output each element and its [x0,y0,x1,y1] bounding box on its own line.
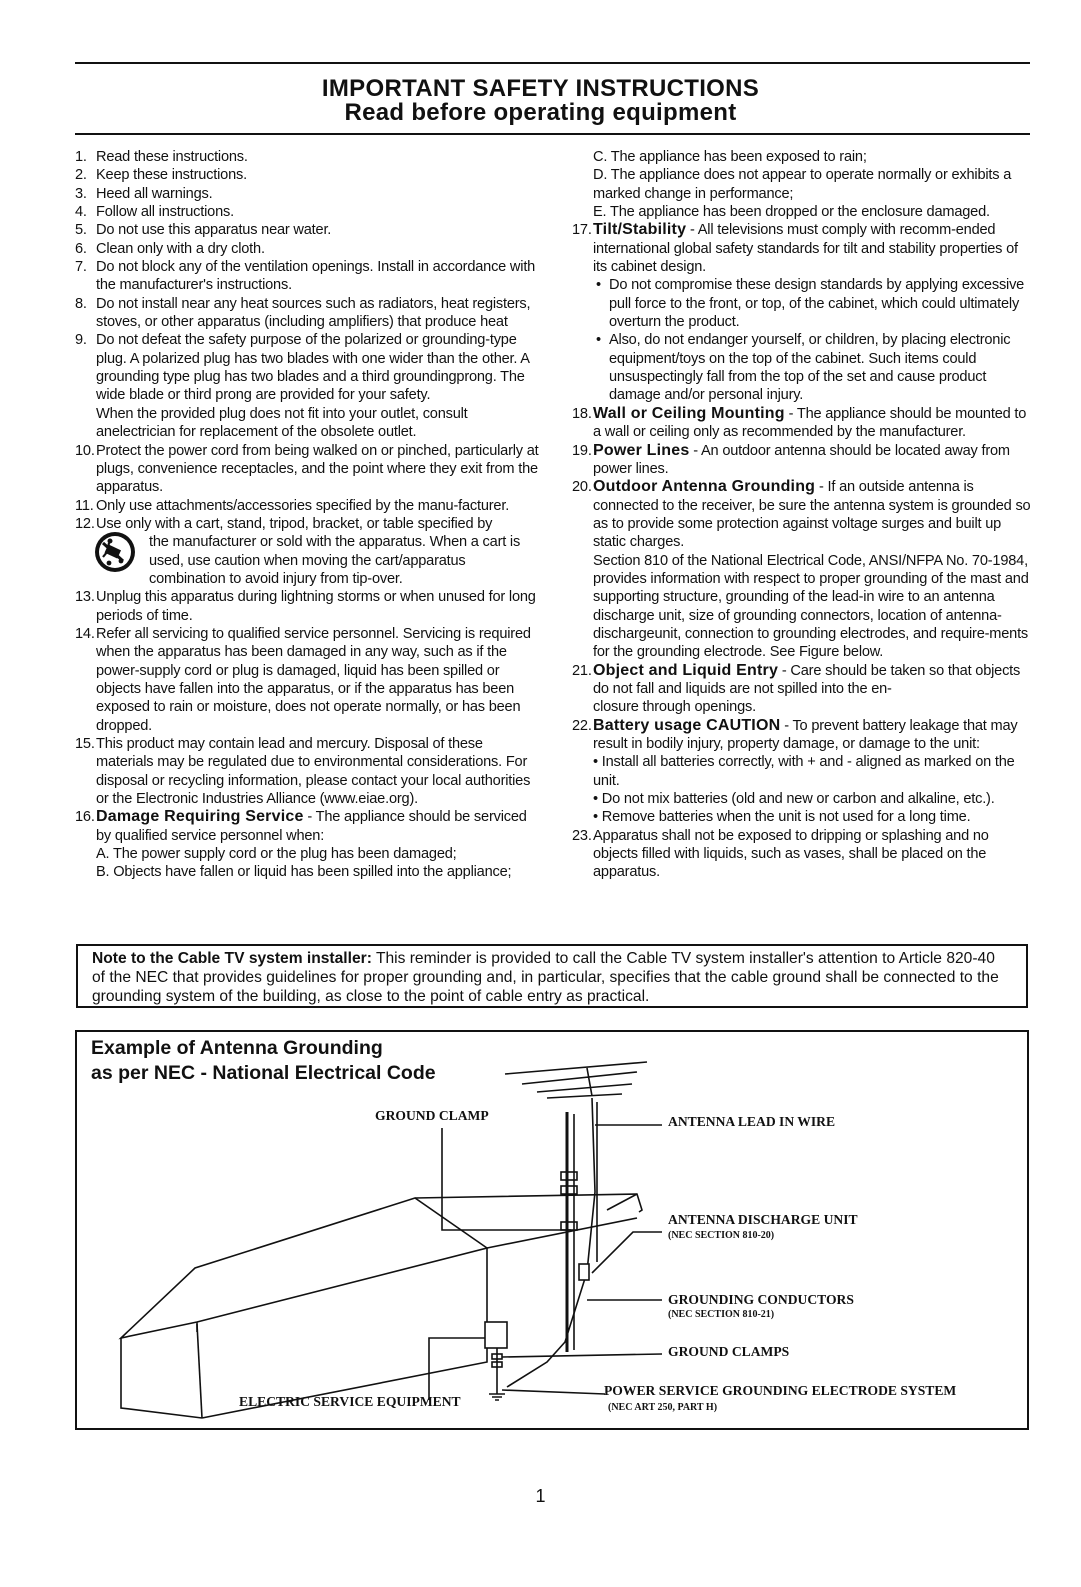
list-item: 13. Unplug this apparatus during lightning storms or when unused for long periods of time. [75,589,536,624]
list-item: 9. Do not defeat the safety purpose of the polarized or grounding-type plug. A polarized plug has two blades with one wider than the other. A grounding type plug has two blades and a third groundingprong. The wide blade or third prong are provided for your safety. [75,332,530,404]
list-item: 19. Power Lines - An outdoor antenna should be located away from power lines. [572,441,1010,477]
list-item: 18. Wall or Ceiling Mounting - The appliance should be mounted to a wall or ceiling only as recommended by the manufacturer. [572,404,1027,441]
list-item: 17. Tilt/Stability - All televisions must comply with recomm-ended international global safety standards for tilt and stability properties of its cabinet design. [572,221,1018,276]
antenna-arms [505,1062,647,1098]
electric-service-box [485,1322,507,1348]
list-item: 15. This product may contain lead and mercury. Disposal of these materials may be regulated due to environmental considerations. For disposal or recycling information, please contact your local authorities or the Electronic Industries Alliance (www.eiae.org). [75,736,531,808]
antenna-grounding-figure [75,1030,1029,1430]
list-subitem: D. The appliance does not appear to operate normally or exhibits a marked change in performance; [593,167,1012,202]
list-item: 10. Protect the power cord from being walked on or pinched, particularly at plugs, convenience receptacles, and the point where they exit from the apparatus. [75,442,539,496]
header-rule [75,133,1030,135]
label-ground-clamps: GROUND CLAMPS [668,1344,790,1359]
list-item: 21. Object and Liquid Entry - Care should be taken so that objects do not fall and liquids are not spilled into the en- [572,661,1021,697]
list-item: 4. Follow all instructions. [75,204,234,221]
discharge-unit-box [579,1264,589,1280]
list-item: 14. Refer all servicing to qualified service personnel. Servicing is required when the apparatus has been damaged in any way, such as if the power-supply cord or plug is damaged, liquid has been spilled or objects have fallen into the apparatus, or if the apparatus has been exposed to rain or moisture, does not operate normally, or has been dropped. [75,625,531,734]
list-item: 12. Use only with a cart, stand, tripod, bracket, or table specified by [75,515,493,532]
label-antenna-lead-in-wire: ANTENNA LEAD IN WIRE [668,1114,836,1129]
bullet-item: • Do not mix batteries (old and new or carbon and alkaline, etc.). [593,791,995,808]
figure-subtitle: as per NEC - National Electrical Code [91,1062,436,1084]
list-item: 8. Do not install near any heat sources such as radiators, heat registers, stoves, or other apparatus (including amplifiers) that produce heat [75,295,531,331]
list-item: 5. Do not use this apparatus near water. [75,222,332,239]
note-text: This reminder is provided to call the Cable TV system installer's attention to Article 820-40 of the NEC that provides guidelines for proper grounding and, in particular, specifies that the cable ground shall be connected to the grounding system of the building, as close to the point of cable entry as practical. [92,950,999,1005]
label-discharge-section: (NEC SECTION 810-20) [668,1230,775,1241]
label-ground-clamp: GROUND CLAMP [375,1108,489,1123]
lead-in-wire [507,1098,595,1387]
list-item: 2. Keep these instructions. [75,167,247,184]
list-subitem: B. Objects have fallen or liquid has been spilled into the appliance; [96,864,512,881]
label-grounding-section: (NEC SECTION 810-21) [668,1309,775,1320]
label-electric-service-equipment: ELECTRIC SERVICE EQUIPMENT [239,1394,461,1409]
right-column [572,148,1034,882]
list-item: 20. Outdoor Antenna Grounding - If an outside antenna is connected to the receiver, be sure the antenna system is grounded so as to provide some protection against voltage surges and built up static charges. [572,478,1031,551]
left-column [75,148,541,882]
label-antenna-discharge-unit: ANTENNA DISCHARGE UNIT [668,1212,858,1227]
list-item-continuation: Section 810 of the National Electrical Code, ANSI/NFPA No. 70-1984, provides information with respect to proper grounding of the mast and supporting structure, grounding of the lead-in wire to an antenna discharge unit, size of grounding connectors, location of antenna-dischargeunit, connection to grounding electrodes, and require-ments for the grounding electrode. See Figure below. [593,552,1029,661]
label-power-service-grounding: POWER SERVICE GROUNDING ELECTRODE SYSTEM [604,1383,957,1398]
bullet-item: • Install all batteries correctly, with + and - aligned as marked on the unit. [593,754,1015,789]
house-side-wall [197,1324,202,1418]
house-roof [121,1198,487,1338]
cable-installer-note [76,944,1028,1008]
cart-tipover-warning-icon [93,530,137,574]
page-number: 1 [535,1486,546,1506]
top-rule [75,62,1030,64]
list-item-continuation: closure through openings. [593,699,756,716]
list-subitem: A. The power supply cord or the plug has been damaged; [96,846,457,863]
cart-warning-block [75,533,541,588]
list-item: 6. Clean only with a dry cloth. [75,240,265,257]
figure-title: Example of Antenna Grounding [91,1037,383,1059]
list-item-continuation: the manufacturer or sold with the apparatus. When a cart is used, use caution when moving the cart/apparatus combination to avoid injury from tip-over. [149,534,521,587]
note-heading: Note to the Cable TV system installer: [92,950,372,967]
page-subtitle: Read before operating equipment [344,99,737,126]
list-subitem: E. The appliance has been dropped or the enclosure damaged. [593,204,990,221]
bullet-item: • Also, do not endanger yourself, or children, by placing electronic equipment/toys on the top of the cabinet. Such items could unsuspectingly fall from the top of the set and cause product damage and/or personal injury. [596,332,1011,404]
list-item-continuation: When the provided plug does not fit into your outlet, consult anelectrician for replacement of the obsolete outlet. [96,405,468,441]
label-power-service-article: (NEC ART 250, PART H) [608,1402,718,1413]
bullet-item: • Remove batteries when the unit is not used for a long time. [593,809,971,826]
list-item: 7. Do not block any of the ventilation openings. Install in accordance with the manufacturer's instructions. [75,259,536,294]
bullet-item: • Do not compromise these design standards by applying excessive pull force to the front, or top, of the cabinet, which could ultimately overturn the product. [596,277,1025,331]
list-item: 22. Battery usage CAUTION - To prevent battery leakage that may result in bodily injury, property damage, or damage to the unit: [572,716,1018,752]
list-item: 3. Heed all warnings. [75,185,213,202]
list-subitem: C. The appliance has been exposed to rain; [593,149,867,165]
list-item: 23. Apparatus shall not be exposed to dripping or splashing and no objects filled with liquids, such as vases, shall be placed on the apparatus. [572,827,989,881]
page-title: IMPORTANT SAFETY INSTRUCTIONS [321,75,760,102]
list-item: 16. Damage Requiring Service - The appliance should be serviced by qualified service personnel when: [75,808,527,844]
house-antenna-diagram [77,1032,1027,1428]
list-item: 1. Read these instructions. [75,149,248,165]
label-grounding-conductors: GROUNDING CONDUCTORS [668,1292,854,1307]
list-item: 11. Only use attachments/accessories specified by the manu-facturer. [75,497,510,514]
